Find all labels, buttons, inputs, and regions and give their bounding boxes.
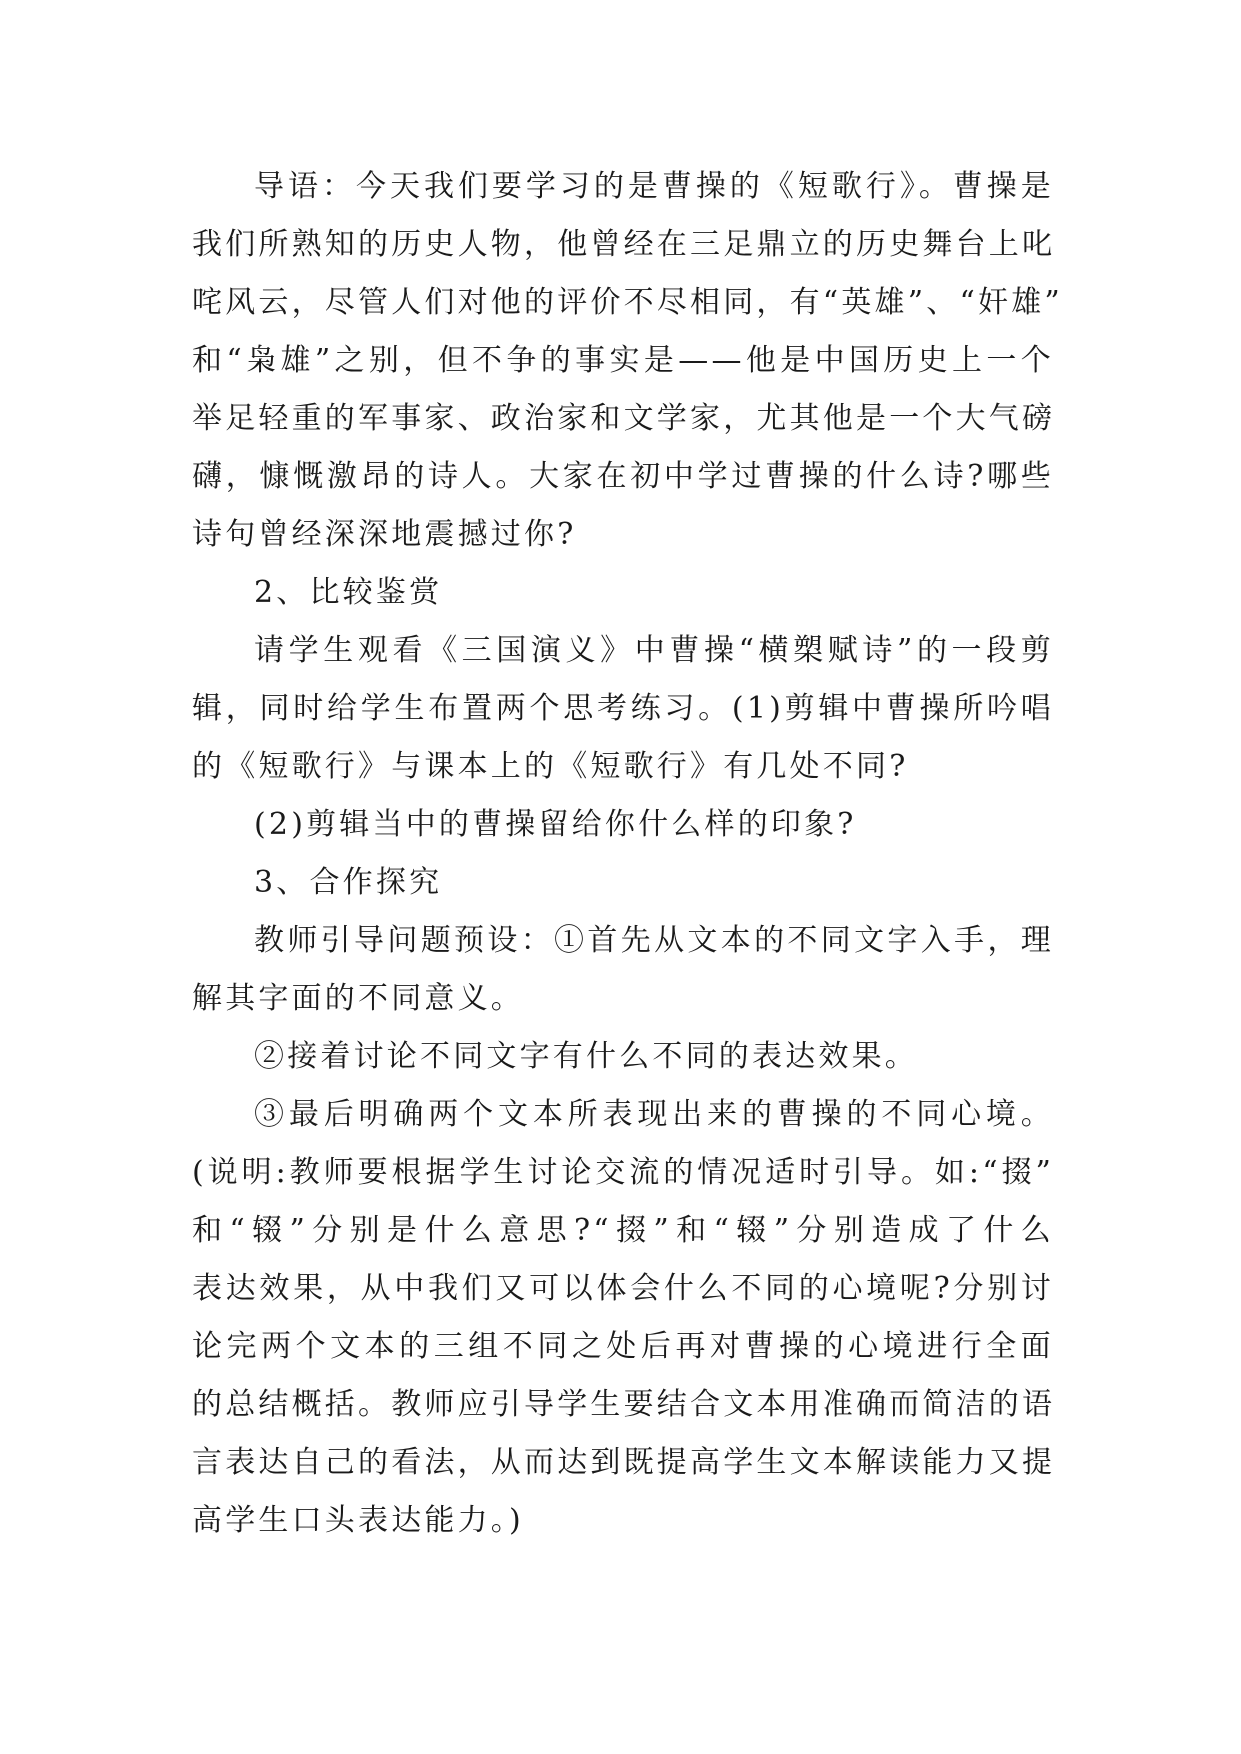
text-line: 的总结概括。教师应引导学生要结合文本用准确而简洁的语 (192, 1387, 1056, 1422)
text-line: 表达效果，从中我们又可以体会什么不同的心境呢?分别讨 (192, 1271, 1054, 1306)
paragraph-compare (192, 622, 1054, 796)
paragraph-intro (192, 158, 1063, 564)
text-line: 论完两个文本的三组不同之处后再对曹操的心境进行全面 (192, 1329, 1054, 1364)
paragraph-step-3 (192, 1086, 1054, 1550)
section-heading-compare (192, 564, 1054, 622)
text-line: 辑，同时给学生布置两个思考练习。(1)剪辑中曹操所吟唱 (192, 691, 1054, 726)
text-line: 举足轻重的军事家、政治家和文学家，尤其他是一个大气磅 (192, 401, 1056, 436)
text-line: 的《短歌行》与课本上的《短歌行》有几处不同? (192, 749, 909, 784)
text-line: 导语：今天我们要学习的是曹操的《短歌行》。曹操是 (254, 169, 1054, 204)
text-line: 3、合作探究 (254, 865, 443, 900)
text-line: 和“枭雄”之别，但不争的事实是——他是中国历史上一个 (192, 343, 1054, 378)
text-line: 解其字面的不同意义。 (192, 981, 524, 1016)
section-heading-explore (192, 854, 1054, 912)
text-line: ②接着讨论不同文字有什么不同的表达效果。 (254, 1039, 918, 1074)
text-line: 礴，慷慨激昂的诗人。大家在初中学过曹操的什么诗?哪些 (192, 459, 1054, 494)
paragraph-guide (192, 912, 1054, 1028)
text-line: 和“辍”分别是什么意思?“掇”和“辍”分别造成了什么 (192, 1213, 1054, 1248)
paragraph-question-2 (192, 796, 1054, 854)
text-line: 教师引导问题预设：①首先从文本的不同文字入手，理 (254, 923, 1054, 958)
text-line: (说明:教师要根据学生讨论交流的情况适时引导。如:“掇” (192, 1155, 1054, 1190)
text-line: 诗句曾经深深地震撼过你? (192, 517, 577, 552)
text-line: 高学生口头表达能力。) (192, 1503, 524, 1538)
text-line: 言表达自己的看法，从而达到既提高学生文本解读能力又提 (192, 1445, 1056, 1480)
text-line: 咤风云，尽管人们对他的评价不尽相同，有“英雄”、“奸雄” (192, 285, 1063, 320)
text-line: ③最后明确两个文本所表现出来的曹操的不同心境。 (254, 1097, 1054, 1132)
text-line: 请学生观看《三国演义》中曹操“横槊赋诗”的一段剪 (254, 633, 1054, 668)
text-line: (2)剪辑当中的曹操留给你什么样的印象? (254, 807, 857, 842)
document-body (192, 158, 1063, 1550)
paragraph-step-2 (192, 1028, 1054, 1086)
text-line: 我们所熟知的历史人物，他曾经在三足鼎立的历史舞台上叱 (192, 227, 1056, 262)
text-line: 2、比较鉴赏 (254, 575, 443, 610)
